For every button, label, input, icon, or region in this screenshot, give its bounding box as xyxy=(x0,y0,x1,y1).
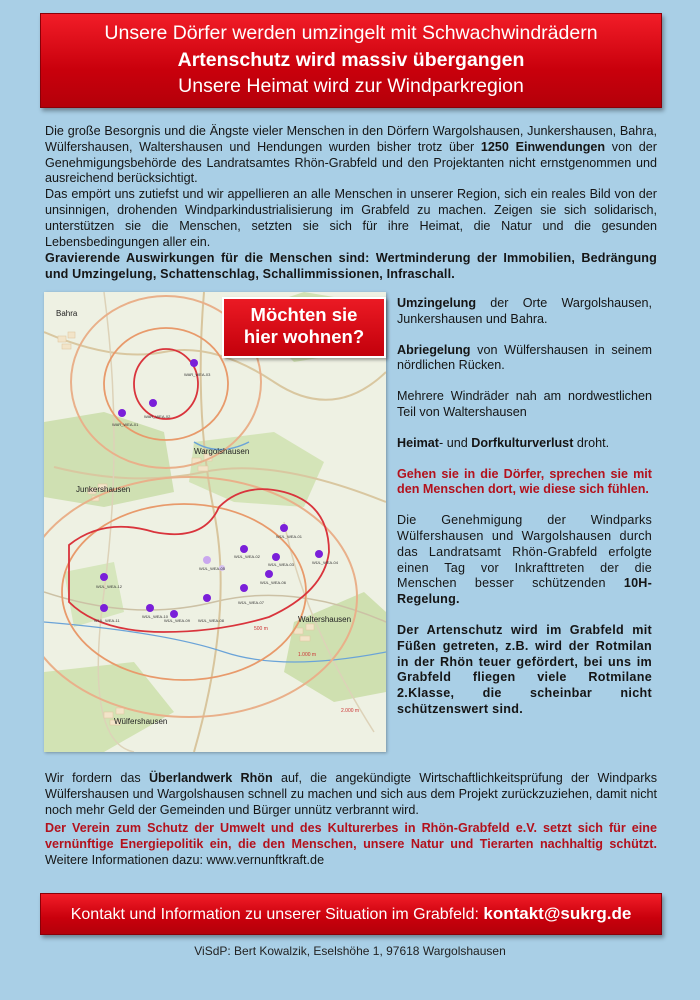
keyword: Abriegelung xyxy=(397,342,471,357)
turbine-label: WÜL_WEA-12 xyxy=(96,584,123,589)
side-text: von Wülfershausen in seinem nördlichen Rücken. xyxy=(397,342,652,373)
closing-paragraph-association xyxy=(45,821,657,868)
keyword: Umzingelung xyxy=(397,296,477,310)
side-paragraph-approval xyxy=(397,513,652,608)
headline-line-3: Unsere Heimat wird zur Windparkregion xyxy=(178,75,524,97)
distance-500: 500 m xyxy=(254,626,268,632)
contact-email[interactable]: kontakt@sukrg.de xyxy=(483,904,632,923)
closing-paragraph-demand xyxy=(45,771,657,818)
intro-text: von der Genehmigungsbehörde des Landratsamtes Rhön-Grabfeld und den Projektanten nicht ernstgenommen und ausreichend berücksichtigt. xyxy=(45,139,657,186)
side-text: der Orte Wargolshausen, Junkershausen und Bahra. xyxy=(397,296,652,326)
closing-text: auf, die angekündigte Wirtschaftlichkeitsprüfung der Windparks Wülfershausen und Wargolshausen schnell zu machen und sich aus dem Projekt zurückzuziehen, damit nicht noch mehr Geld der Gemeinden und Bürger unnütz verbrannt wird. xyxy=(45,771,657,817)
headline-line-2: Artenschutz wird massiv übergangen xyxy=(177,49,525,71)
place-wargolshausen: Wargolshausen xyxy=(194,447,250,456)
turbine-label: WÜL_WEA-06 xyxy=(260,580,287,585)
turbine-label: WAR_WEA-02 xyxy=(144,414,171,419)
impacts-paragraph: Gravierende Auswirkungen für die Menschen sind: Wertminderung der Immobilien, Bedrängung und Umzingelung, Schattenschlag, Schallimmissionen, Infraschall. xyxy=(45,251,657,282)
keyword: 10H-Regelung. xyxy=(397,576,652,607)
closing-section xyxy=(45,771,657,869)
side-text: - und xyxy=(439,435,472,450)
turbine-war-03 xyxy=(190,359,198,367)
turbine-war-01 xyxy=(149,399,157,407)
side-paragraph-encirclement xyxy=(397,296,652,328)
turbine-label: WÜL_WEA-03 xyxy=(268,562,295,567)
imprint: ViSdP: Bert Kowalzik, Eselshöhe 1, 97618 Wargolshausen xyxy=(194,944,506,958)
turbine-label: WÜL_WEA-10 xyxy=(142,614,169,619)
question-badge xyxy=(222,297,386,358)
headline-banner xyxy=(40,13,662,108)
headline-line-1: Unsere Dörfer werden umzingelt mit Schwachwindrädern xyxy=(104,22,598,44)
keyword: Überlandwerk Rhön xyxy=(148,771,273,785)
place-waltershausen: Waltershausen xyxy=(298,615,352,624)
place-wuelfershausen: Wülfershausen xyxy=(114,717,168,726)
badge-line-1: Möchten sie xyxy=(250,304,358,325)
closing-text: Wir fordern das xyxy=(45,771,149,785)
turbine-wul-04 xyxy=(315,550,323,558)
turbine-label: WÜL_WEA-09 xyxy=(164,618,191,623)
turbine-wul-01 xyxy=(280,524,288,532)
turbine-label: WÜL_WEA-01 xyxy=(276,534,303,539)
side-paragraph-blocking xyxy=(397,343,652,375)
side-paragraph-heritage xyxy=(397,436,652,452)
turbine-wul-07 xyxy=(240,584,248,592)
turbine-label: WAR_WEA-01 xyxy=(112,422,139,427)
turbine-label: WÜL_WEA-08 xyxy=(198,618,225,623)
contact-banner xyxy=(40,893,662,935)
turbine-label: WAR_WEA-03 xyxy=(184,372,211,377)
wind-park-map xyxy=(44,292,386,752)
side-text: Die Genehmigung der Windparks Wülfershausen und Wargolshausen durch das Landratsamt Rhön-Grabfeld erfolgte einen Tag vor Inkrafttreten der die Menschen besser schützenden xyxy=(397,513,652,591)
side-paragraph-waltershausen: Mehrere Windräder nah am nordwestlichen Teil von Waltershausen xyxy=(397,389,652,419)
turbine-war-02 xyxy=(118,409,126,417)
turbine-label: WÜL_WEA-11 xyxy=(94,618,120,623)
turbine-wul-05 xyxy=(203,556,211,564)
turbine-wul-10 xyxy=(146,604,154,612)
turbine-wul-11 xyxy=(100,604,108,612)
distance-2000: 2.000 m xyxy=(341,708,360,714)
intro-paragraph-2: Das empört uns zutiefst und wir appellieren an alle Menschen in unserer Region, sich ein reales Bild von der unsinnigen, drohenden Windparkindustrialisierung im Grabfeld zu machen. Zeigen sie sich solidarisch, unterstützen sie die Menschen, setzten sie sich für ihre Heimat, die Natur und die gesunden Lebensbedingungen aller ein. xyxy=(45,187,657,249)
side-paragraph-species: Der Artenschutz wird im Grabfeld mit Füßen getreten, z.B. wird der Rotmilan in der Rhön teuer gefördert, bei uns im Grabfeld fliegen viele Rotmilane 2.Klasse, die scheinbar nicht schützenswert sind. xyxy=(397,622,652,716)
intro-paragraph-1 xyxy=(45,124,657,187)
side-column xyxy=(397,296,652,733)
intro-text: Die große Besorgnis und die Ängste vieler Menschen in den Dörfern Wargolshausen, Junkershausen, Bahra, Wülfershausen, Waltershausen und Hendungen wurden bisher trotz über xyxy=(45,124,657,154)
contact-text: Kontakt und Information zu unserer Situation im Grabfeld: xyxy=(70,906,484,923)
keyword: Heimat xyxy=(397,435,439,450)
side-text: droht. xyxy=(573,435,610,450)
place-junkershausen: Junkershausen xyxy=(76,485,131,494)
badge-line-2: hier wohnen? xyxy=(243,326,365,347)
turbine-label: WÜL_WEA-07 xyxy=(238,600,265,605)
objections-count: 1250 Einwendungen xyxy=(480,139,606,154)
turbine-wul-03 xyxy=(272,553,280,561)
turbine-wul-08 xyxy=(203,594,211,602)
side-paragraph-call-to-visit: Gehen sie in die Dörfer, sprechen sie mit den Menschen dort, wie diese sich fühlen. xyxy=(397,466,652,497)
map-graphic xyxy=(44,292,386,752)
association-statement: Der Verein zum Schutz der Umwelt und des Kulturerbes in Rhön-Grabfeld e.V. setzt sich für eine vernünftige Energiepolitik ein, die den Menschen, unsere Natur und Tierarten nachhaltig schützt. xyxy=(45,821,657,852)
turbine-wul-12 xyxy=(100,573,108,581)
website-info: Weitere Informationen dazu: www.vernunftkraft.de xyxy=(45,852,325,867)
intro-section xyxy=(45,124,657,283)
turbine-label: WÜL_WEA-05 xyxy=(199,566,226,571)
turbine-wul-09 xyxy=(170,610,178,618)
keyword: Dorfkulturverlust xyxy=(471,435,574,450)
turbine-wul-02 xyxy=(240,545,248,553)
turbine-label: WÜL_WEA-02 xyxy=(234,554,261,559)
place-bahra: Bahra xyxy=(56,309,78,318)
turbine-wul-06 xyxy=(265,570,273,578)
turbine-label: WÜL_WEA-04 xyxy=(312,560,339,565)
distance-1000: 1.000 m xyxy=(298,652,317,658)
